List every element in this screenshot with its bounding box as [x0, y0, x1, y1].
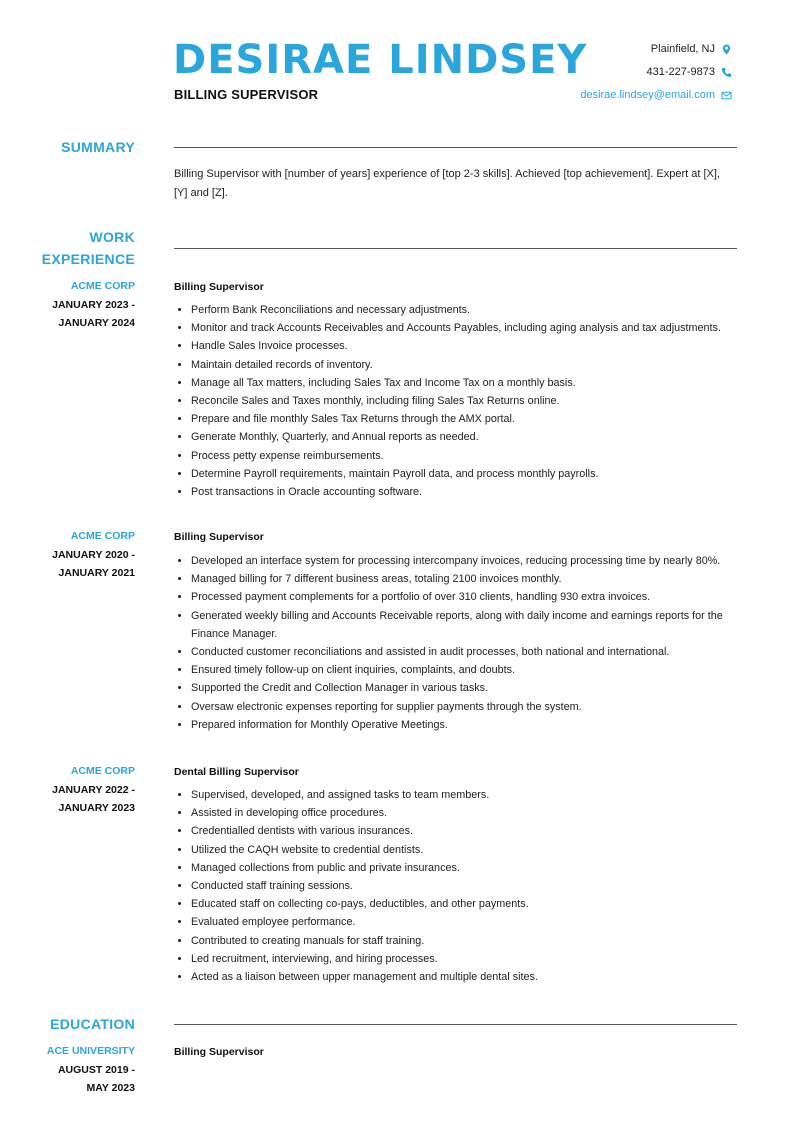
phone-text: 431-227-9873 — [646, 66, 715, 78]
bullet-item: • Processed payment complements for a portfolio of over 310 clients, handling 930 extra invoices. — [191, 588, 751, 606]
job-title: Billing Supervisor — [174, 281, 264, 293]
job-meta — [25, 762, 135, 818]
bullet-item: • Maintain detailed records of inventory. — [191, 356, 751, 374]
bullet-item: • Supported the Credit and Collection Manager in various tasks. — [191, 679, 751, 697]
bullet-item: • Credentialled dentists with various insurances. — [191, 822, 751, 840]
education-date-start: AUGUST 2019 - — [57, 1063, 135, 1076]
bullet-item: • Assisted in developing office procedures. — [191, 804, 751, 822]
job-date-start: JANUARY 2023 - — [52, 298, 135, 311]
work-experience-heading — [42, 226, 135, 270]
bullet-item: • Process petty expense reimbursements. — [191, 447, 751, 465]
map-pin-icon — [721, 44, 732, 55]
phone-icon — [721, 67, 732, 78]
bullet-item: • Ensured timely follow-up on client inquiries, complaints, and doubts. — [191, 661, 751, 679]
bullet-item: • Oversaw electronic expenses reporting for supplier payments through the system. — [191, 698, 751, 716]
work-heading-line2: EXPERIENCE — [41, 251, 135, 267]
job-title: Billing Supervisor — [174, 531, 264, 543]
education-school: ACE UNIVERSITY — [46, 1045, 135, 1057]
bullet-item: • Contributed to creating manuals for staff training. — [191, 932, 751, 950]
bullet-item: • Conducted staff training sessions. — [191, 877, 751, 895]
bullet-item: • Generated weekly billing and Accounts Receivable reports, along with daily income and earnings reports for the Finance Manager. — [191, 607, 751, 643]
bullet-item: • Reconcile Sales and Taxes monthly, including filing Sales Tax Returns online. — [191, 392, 751, 410]
summary-heading: SUMMARY — [61, 139, 135, 155]
job-date-start: JANUARY 2022 - — [52, 783, 135, 796]
bullet-item: • Monitor and track Accounts Receivables and Accounts Payables, including aging analysis and tax adjustments. — [191, 319, 751, 337]
job-company: ACME CORP — [70, 280, 135, 292]
work-heading-line1: WORK — [89, 229, 135, 245]
job-company: ACME CORP — [70, 530, 135, 542]
bullet-item: • Led recruitment, interviewing, and hiring processes. — [191, 950, 751, 968]
job-title: Dental Billing Supervisor — [174, 766, 299, 778]
bullet-item: • Manage all Tax matters, including Sales Tax and Income Tax on a monthly basis. — [191, 374, 751, 392]
bullet-item: • Perform Bank Reconciliations and necessary adjustments. — [191, 301, 751, 319]
bullet-item: • Determine Payroll requirements, maintain Payroll data, and process monthly payrolls. — [191, 465, 751, 483]
bullet-item: • Prepared information for Monthly Operative Meetings. — [191, 716, 751, 734]
bullet-item: • Post transactions in Oracle accounting software. — [191, 483, 751, 501]
bullet-item: • Acted as a liaison between upper management and multiple dental sites. — [191, 968, 751, 986]
job-date-start: JANUARY 2020 - — [52, 548, 135, 561]
job-date-end: JANUARY 2021 — [58, 567, 135, 579]
education-date-end: MAY 2023 — [86, 1082, 135, 1094]
job-company: ACME CORP — [70, 765, 135, 777]
bullet-item: • Developed an interface system for processing intercompany invoices, reducing processing time by nearly 80%. — [191, 552, 751, 570]
bullet-item: • Prepare and file monthly Sales Tax Returns through the AMX portal. — [191, 410, 751, 428]
education-title: Billing Supervisor — [174, 1046, 264, 1058]
job-bullets — [174, 552, 751, 734]
summary-divider — [174, 147, 737, 148]
bullet-item: • Supervised, developed, and assigned tasks to team members. — [191, 786, 751, 804]
bullet-item: • Utilized the CAQH website to credential dentists. — [191, 841, 751, 859]
education-meta — [25, 1042, 135, 1098]
contact-email — [580, 89, 732, 101]
contact-location — [651, 43, 732, 55]
candidate-title: BILLING SUPERVISOR — [174, 87, 319, 102]
job-bullets — [174, 786, 751, 986]
work-divider — [174, 248, 737, 249]
envelope-icon — [721, 90, 732, 101]
bullet-item: • Conducted customer reconciliations and assisted in audit processes, both national and international. — [191, 643, 751, 661]
bullet-item: • Managed billing for 7 different business areas, totaling 2100 invoices monthly. — [191, 570, 751, 588]
bullet-item: • Generate Monthly, Quarterly, and Annual reports as needed. — [191, 428, 751, 446]
candidate-name: DESIRAE LINDSEY — [173, 37, 588, 83]
summary-text: Billing Supervisor with [number of years] experience of [top 2-3 skills]. Achieved [top achievement]. Expert at [X], [Y] and [Z]. — [174, 168, 720, 199]
education-heading: EDUCATION — [50, 1016, 135, 1032]
job-date-end: JANUARY 2023 — [58, 802, 135, 814]
contact-phone — [646, 66, 732, 78]
bullet-item: • Educated staff on collecting co-pays, deductibles, and other payments. — [191, 895, 751, 913]
location-text: Plainfield, NJ — [650, 43, 715, 55]
job-date-end: JANUARY 2024 — [58, 317, 135, 329]
bullet-item: • Handle Sales Invoice processes. — [191, 337, 751, 355]
job-meta — [25, 277, 135, 333]
bullet-item: • Managed collections from public and private insurances. — [191, 859, 751, 877]
email-link[interactable]: desirae.lindsey@email.com — [580, 89, 715, 101]
job-meta — [25, 527, 135, 583]
bullet-item: • Evaluated employee performance. — [191, 913, 751, 931]
education-divider — [174, 1024, 737, 1025]
job-bullets — [174, 301, 751, 501]
